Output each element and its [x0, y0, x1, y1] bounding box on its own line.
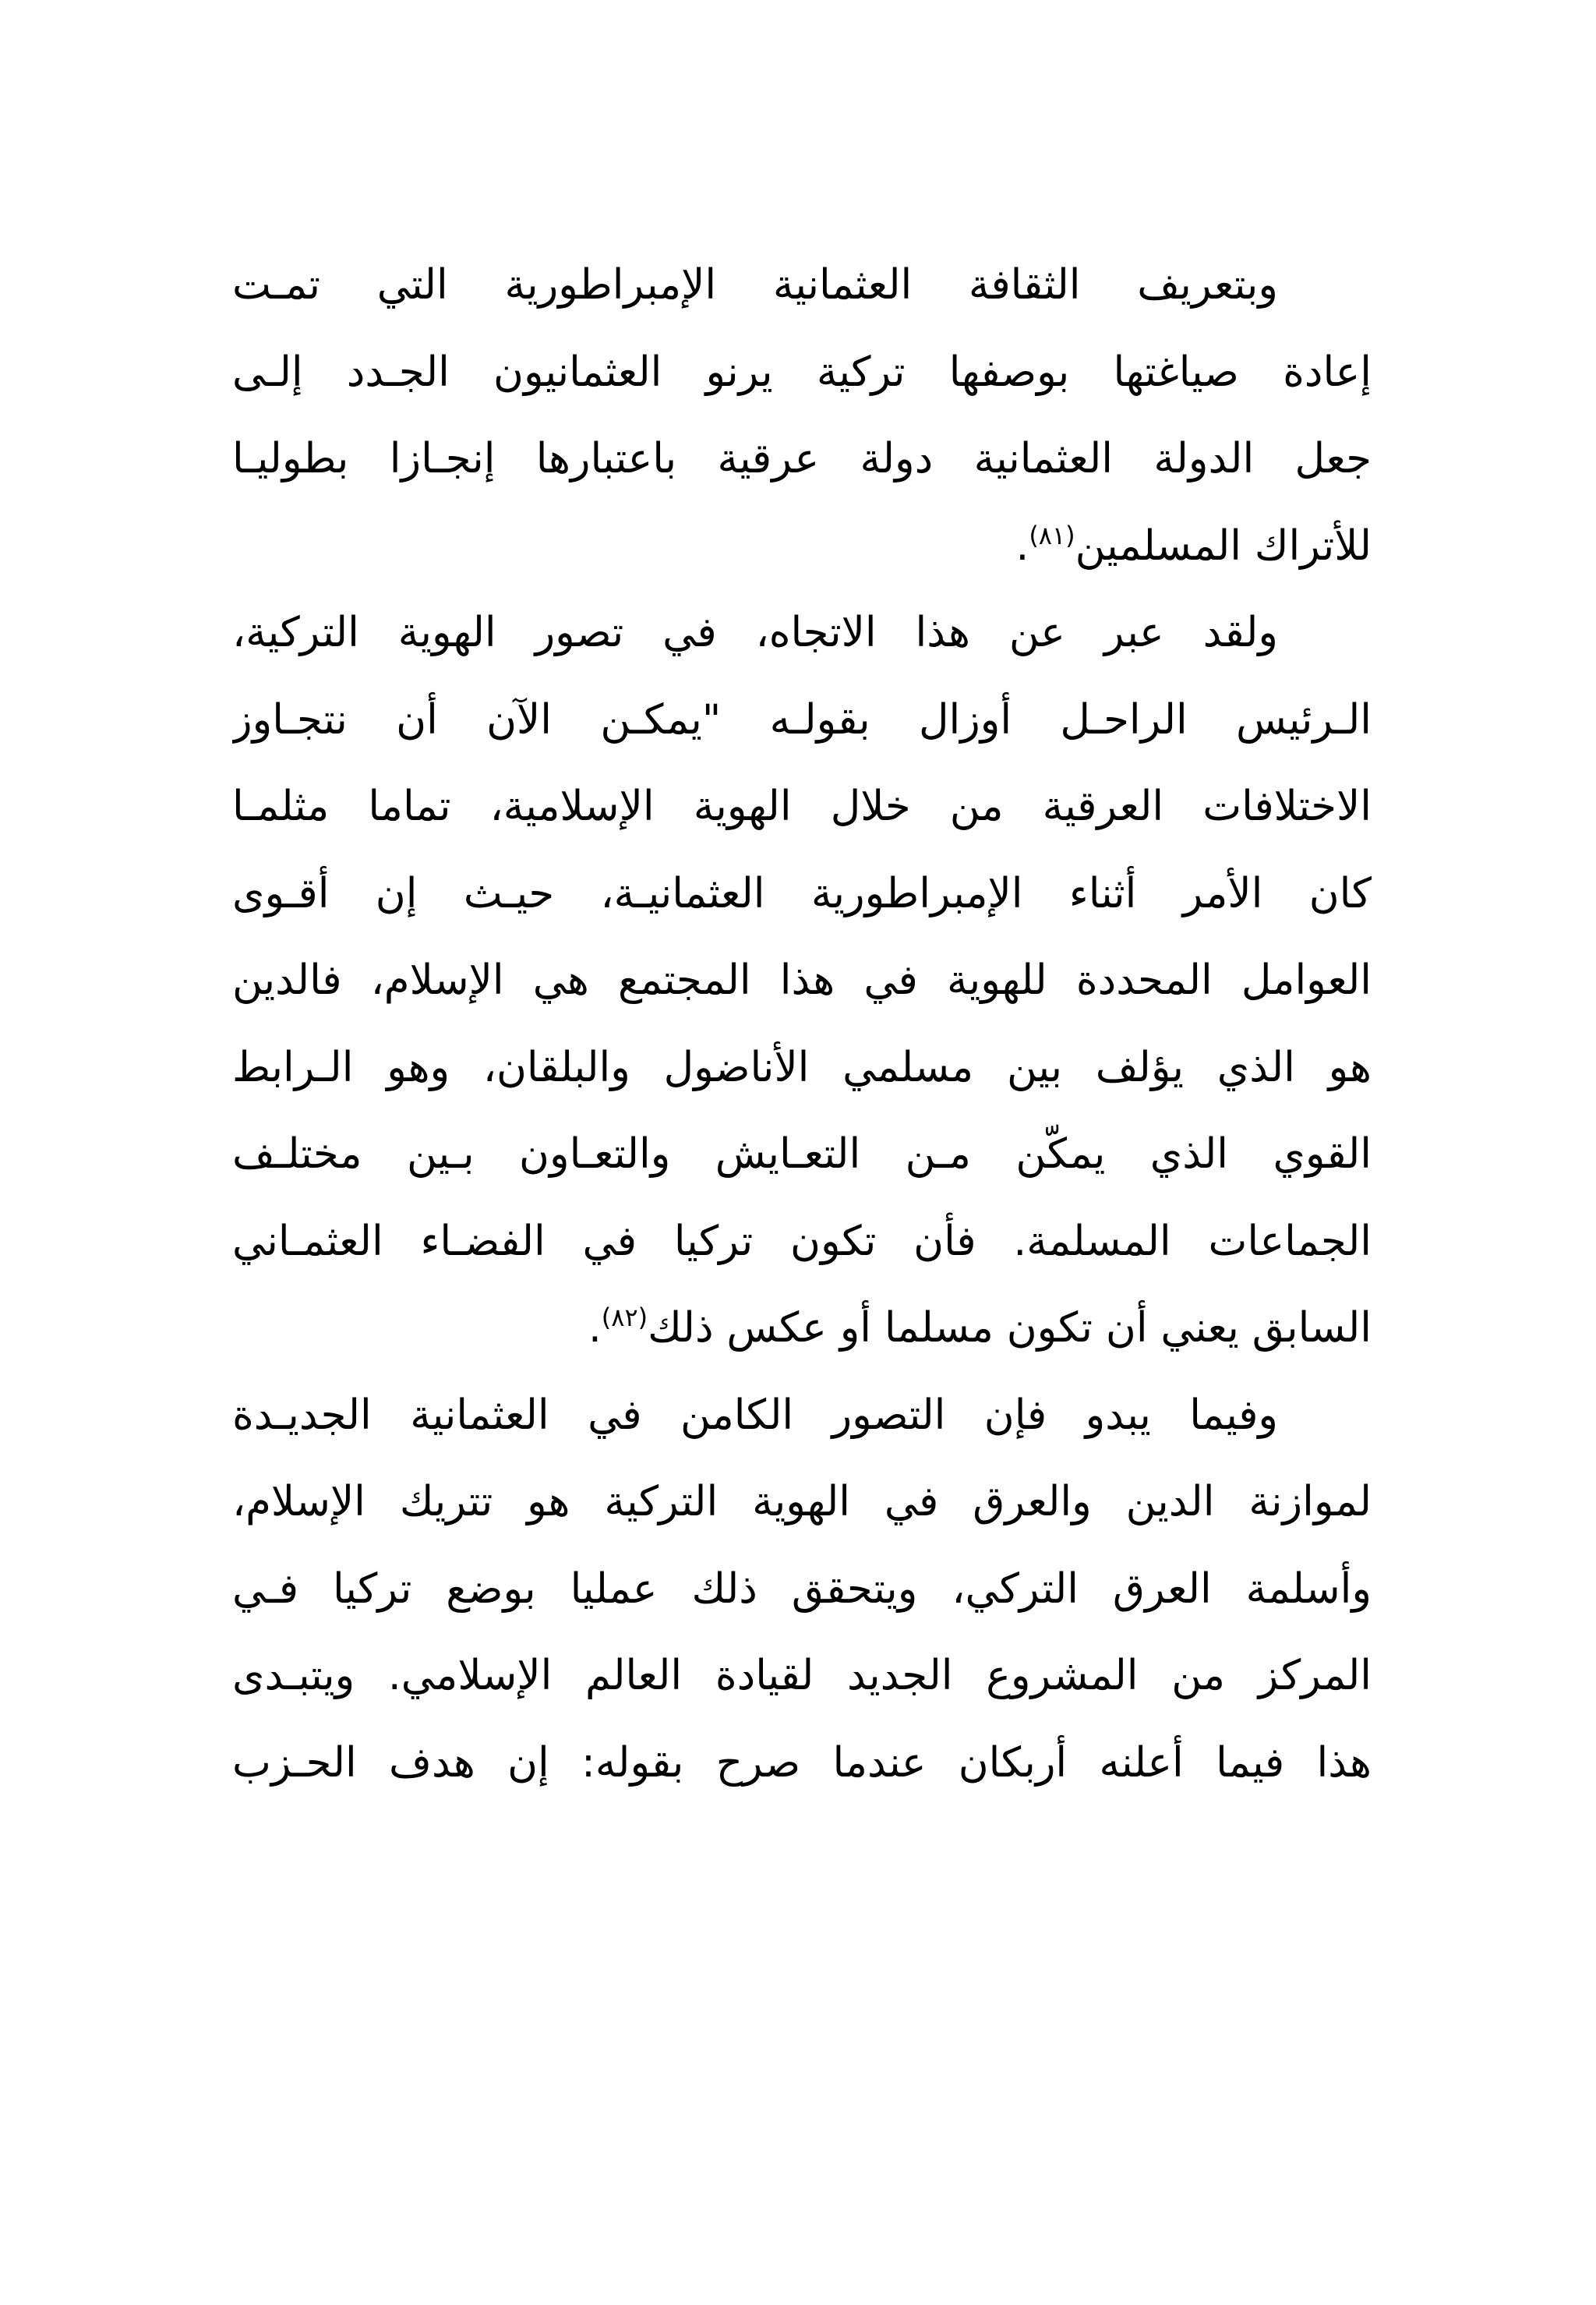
sentence-end: .	[1015, 521, 1029, 570]
text-line: لموازنة الدين والعرق في الهوية التركية هو تتريك الإسلام،	[232, 1478, 1372, 1525]
paragraph-1	[232, 242, 1372, 589]
text-line: الاختلافات العرقية من خلال الهوية الإسلامية، تماما مثلمـا	[232, 783, 1372, 830]
paragraph-3	[232, 1372, 1372, 1807]
text-line: القوي الذي يمكّن مـن التعـايش والتعـاون بـين مختلـف	[232, 1130, 1372, 1178]
paragraph-2	[232, 589, 1372, 1372]
text-line: إعادة صياغتها بوصفها تركية يرنو العثمانيون الجـدد إلـى	[232, 348, 1372, 396]
text-line: وأسلمة العرق التركي، ويتحقق ذلك عمليا بوضع تركيا فـي	[232, 1564, 1372, 1613]
footnote-ref-81: (٨١)	[1029, 520, 1075, 550]
text-line: وفيما يبدو فإن التصور الكامن في العثمانية الجديـدة	[232, 1391, 1278, 1439]
text-line: وبتعريف الثقافة العثمانية الإمبراطورية التي تمـت	[232, 261, 1278, 309]
text-line: هذا فيما أعلنه أربكان عندما صرح بقوله: إن هدف الحـزب	[232, 1738, 1372, 1787]
text-line: ولقد عبر عن هذا الاتجاه، في تصور الهوية التركية،	[232, 609, 1278, 656]
text-line: جعل الدولة العثمانية دولة عرقية باعتبارها إنجـازا بطوليـا	[232, 435, 1372, 483]
footnote-ref-82: (٨٢)	[601, 1303, 648, 1332]
sentence-end: .	[588, 1304, 602, 1352]
body-text	[232, 242, 1372, 1806]
text-line-content: السابق يعني أن تكون مسلما أو عكس ذلك	[648, 1304, 1372, 1352]
text-line-content: للأتراك المسلمين	[1075, 521, 1372, 570]
text-line	[232, 503, 1372, 590]
text-line: المركز من المشروع الجديد لقيادة العالم الإسلامي. ويتبـدى	[232, 1652, 1372, 1699]
text-line	[232, 1285, 1372, 1372]
text-line: العوامل المحددة للهوية في هذا المجتمع هي الإسلام، فالدين	[232, 956, 1372, 1004]
text-line: كان الأمر أثناء الإمبراطورية العثمانيـة، حيـث إن أقـوى	[232, 869, 1372, 917]
text-line: هو الذي يؤلف بين مسلمي الأناضول والبلقان، وهو الـرابط	[232, 1043, 1372, 1091]
text-line: الجماعات المسلمة. فأن تكون تركيا في الفضـاء العثمـاني	[232, 1217, 1372, 1265]
text-line: الـرئيس الراحـل أوزال بقولـه "يمكـن الآن أن نتجـاوز	[232, 695, 1372, 744]
